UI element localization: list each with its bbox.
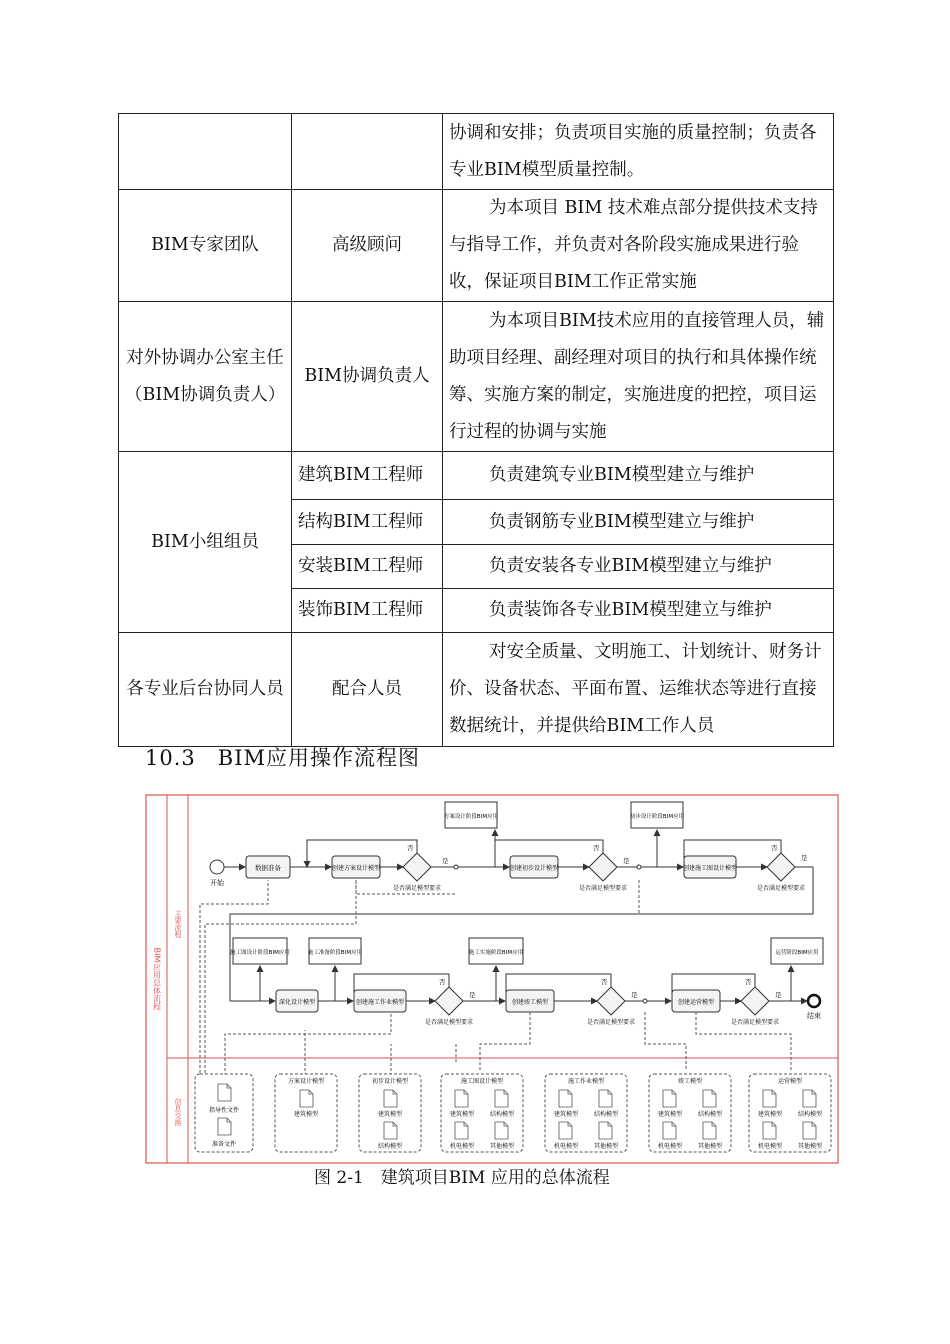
table-cell: 装饰BIM工程师 — [292, 589, 443, 633]
table-cell: 结构BIM工程师 — [292, 500, 443, 545]
decision-label: 是否满足模型要求 — [730, 1019, 780, 1026]
table-cell: BIM协调负责人 — [292, 302, 443, 452]
file-label: 建筑模型 — [293, 1111, 319, 1118]
task-label: 创建方案设计模型 — [331, 865, 381, 872]
phase-label: 施工准备阶段BIM应用 — [307, 950, 363, 956]
no-label: 否 — [439, 978, 446, 986]
no-label: 否 — [407, 844, 414, 852]
info-box-title: 施工图设计模型 — [460, 1078, 504, 1085]
cell-text: 为本项目 BIM 技术难点部分提供技术支持与指导工作，并负责对各阶段实施成果进行验收，保证项目BIM工作正常实施 — [449, 198, 818, 292]
file-label: 建筑模型 — [449, 1111, 475, 1118]
task-label: 数据准备 — [255, 864, 281, 872]
cell-text: 负责钢筋专业BIM模型建立与维护 — [489, 511, 755, 532]
phase-label: 运营阶段BIM应用 — [775, 950, 819, 956]
file-label: 结构模型 — [697, 1111, 723, 1118]
table-cell: BIM小组组员 — [119, 452, 292, 633]
file-label: 指导性文件 — [208, 1107, 240, 1114]
decision-label: 是否满足模型要求 — [756, 885, 806, 892]
start-label: 开始 — [210, 879, 224, 887]
decision-label: 是否满足模型要求 — [578, 885, 628, 892]
info-box — [545, 1074, 627, 1152]
table-row — [119, 452, 834, 500]
table-cell: 安装BIM工程师 — [292, 545, 443, 589]
task-label: 创建施工图设计模型 — [682, 865, 738, 872]
info-box-title: 竣工模型 — [677, 1078, 703, 1085]
file-label: 结构模型 — [489, 1111, 515, 1118]
info-box-title: 运营模型 — [777, 1078, 803, 1085]
table-cell: 建筑BIM工程师 — [292, 452, 443, 500]
info-box-title: 方案设计模型 — [287, 1078, 325, 1085]
junction — [454, 865, 458, 869]
file-label: 准备文件 — [211, 1141, 237, 1148]
cell-text: 负责建筑专业BIM模型建立与维护 — [489, 465, 755, 485]
table-cell: 协调和安排；负责项目实施的质量控制；负责各专业BIM模型质量控制。 — [443, 114, 834, 190]
info-box — [275, 1074, 337, 1152]
start-event — [210, 860, 224, 874]
table-row — [119, 114, 834, 190]
yes-label: 是 — [623, 857, 630, 865]
info-box — [649, 1074, 731, 1152]
cell-text: 对安全质量、文明施工、计划统计、财务计价、设备状态、平面布置、运维状态等进行直接数据统计，并提供给BIM工作人员 — [449, 642, 822, 736]
lane-main-label: 主要流程 — [174, 910, 182, 938]
phase-label: 施工实施阶段BIM应用 — [468, 950, 524, 956]
yes-label: 是 — [631, 991, 638, 999]
table-cell: 配合人员 — [292, 633, 443, 747]
file-label: 机电模型 — [757, 1143, 783, 1150]
table-row — [119, 302, 834, 452]
phase-label: 施工图设计阶段BIM应用 — [230, 950, 290, 956]
no-label: 否 — [601, 978, 608, 986]
file-label: 建筑模型 — [553, 1111, 579, 1118]
table-cell: 高级顾问 — [292, 190, 443, 302]
table-cell — [119, 114, 292, 190]
cell-text: 负责装饰各专业BIM模型建立与维护 — [489, 600, 772, 620]
table-row — [119, 190, 834, 302]
decision-label: 是否满足模型要求 — [392, 885, 442, 892]
figure-caption: 图 2-1 建筑项目BIM 应用的总体流程 — [314, 1168, 610, 1188]
bim-flow-diagram — [145, 794, 839, 1165]
lane-info-label: 信息交换 — [174, 1098, 182, 1126]
info-box-title: 初步设计模型 — [371, 1078, 409, 1085]
no-label: 否 — [771, 844, 778, 852]
table-cell — [292, 114, 443, 190]
task-label: 创建初步设计模型 — [509, 865, 559, 872]
end-event — [808, 995, 820, 1007]
table-cell: BIM专家团队 — [119, 190, 292, 302]
roles-table — [118, 113, 834, 747]
file-label: 结构模型 — [377, 1143, 403, 1150]
file-label: 建筑模型 — [657, 1111, 683, 1118]
file-label: 其他模型 — [697, 1143, 723, 1150]
yes-label: 是 — [469, 991, 476, 999]
cell-text: 为本项目BIM技术应用的直接管理人员，辅助项目经理、副经理对项目的执行和具体操作统筹、实施方案的制定，实施进度的把控，项目运行过程的协调与实施 — [449, 310, 825, 442]
phase-label: 方案设计阶段BIM应用 — [443, 814, 499, 820]
phase-label: 初步设计阶段BIM应用 — [629, 814, 685, 820]
info-box-title: 施工作业模型 — [567, 1078, 605, 1085]
decision-label: 是否满足模型要求 — [586, 1019, 636, 1026]
decision-label: 是否满足模型要求 — [424, 1019, 474, 1026]
table-cell: 各专业后台协同人员 — [119, 633, 292, 747]
info-box — [195, 1074, 253, 1152]
file-label: 建筑模型 — [377, 1111, 403, 1118]
table-row — [119, 633, 834, 747]
table-cell — [443, 589, 834, 633]
file-label: 机电模型 — [449, 1143, 475, 1150]
lane-title: BIM应用总体流程 — [152, 947, 162, 1011]
table-cell — [443, 633, 834, 747]
no-label: 否 — [593, 844, 600, 852]
table-cell — [443, 190, 834, 302]
yes-label: 是 — [442, 857, 449, 865]
no-label: 否 — [745, 978, 752, 986]
file-label: 结构模型 — [593, 1111, 619, 1118]
file-label: 其他模型 — [489, 1143, 515, 1150]
yes-label: 是 — [801, 854, 808, 862]
section-heading: 10.3 BIM应用操作流程图 — [145, 746, 420, 770]
junction — [643, 999, 647, 1003]
table-cell — [443, 452, 834, 500]
table-cell — [443, 302, 834, 452]
file-label: 其他模型 — [797, 1143, 823, 1150]
yes-label: 是 — [775, 991, 782, 999]
task-label: 创建运营模型 — [677, 999, 715, 1006]
info-box — [749, 1074, 831, 1152]
info-box — [441, 1074, 523, 1152]
task-label: 创建竣工模型 — [511, 999, 549, 1006]
junction — [637, 865, 641, 869]
file-label: 建筑模型 — [757, 1111, 783, 1118]
table-cell: 对外协调办公室主任（BIM协调负责人） — [119, 302, 292, 452]
file-label: 结构模型 — [797, 1111, 823, 1118]
task-label: 创建施工作业模型 — [355, 999, 405, 1006]
file-label: 机电模型 — [553, 1143, 579, 1150]
table-cell — [443, 500, 834, 545]
info-box — [359, 1074, 421, 1152]
task-label: 深化设计模型 — [278, 999, 316, 1006]
file-label: 机电模型 — [657, 1143, 683, 1150]
table-cell — [443, 545, 834, 589]
file-label: 其他模型 — [593, 1143, 619, 1150]
end-label: 结束 — [807, 1012, 821, 1020]
cell-text: 负责安装各专业BIM模型建立与维护 — [489, 556, 772, 576]
